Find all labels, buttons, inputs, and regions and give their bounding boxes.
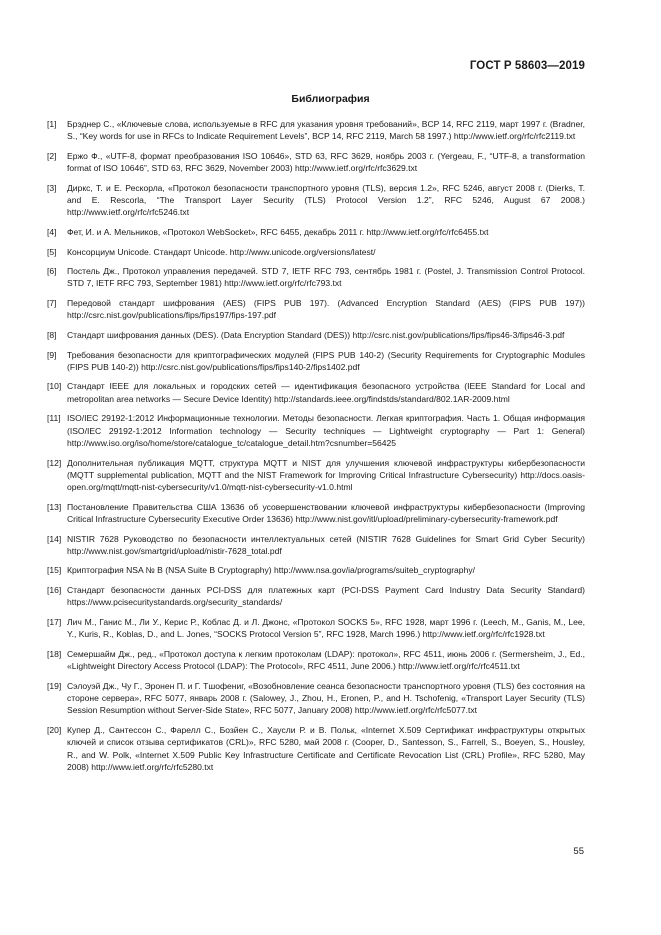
reference-text: Постель Дж., Протокол управления передачей. STD 7, IETF RFC 793, сентябрь 1981 г. (Postel, J. Transmission Control Protocol. STD 7, IETF RFC 793, September 1981) http://www.ietf.org/rfc/rfc793.txt <box>67 266 585 289</box>
reference-number: [7] <box>47 298 57 309</box>
reference-item <box>47 380 585 405</box>
reference-number: [13] <box>47 501 62 512</box>
reference-item <box>47 457 585 494</box>
page-number: 55 <box>573 846 584 857</box>
reference-item <box>47 329 585 341</box>
reference-number: [12] <box>47 457 62 468</box>
reference-number: [1] <box>47 119 57 129</box>
reference-item <box>47 584 585 609</box>
reference-text: Стандарт шифрования данных (DES). (Data Encryption Standard (DES)) http://csrc.nist.gov/publications/fips/fips46-3/fips46-3.pdf <box>67 329 565 340</box>
reference-item <box>47 724 585 773</box>
reference-item <box>47 648 585 673</box>
reference-text: Стандарт безопасности данных PCI-DSS для платежных карт (PCI-DSS Payment Card Industry Data Security Standard) https://www.pcisecuritystandards.org/security_standards/ <box>67 585 585 608</box>
standard-code: ГОСТ Р 58603—2019 <box>469 60 585 72</box>
reference-item <box>47 265 585 290</box>
reference-item <box>47 616 585 641</box>
reference-number: [8] <box>47 329 57 340</box>
reference-number: [17] <box>47 616 62 627</box>
bibliography-list <box>47 118 585 780</box>
reference-number: [5] <box>47 246 57 257</box>
reference-number: [19] <box>47 680 62 691</box>
bibliography-title: Библиография <box>291 93 370 105</box>
reference-number: [14] <box>47 533 62 544</box>
reference-number: [11] <box>47 413 61 424</box>
reference-text: Консорциум Unicode. Стандарт Unicode. http://www.unicode.org/versions/latest/ <box>67 246 376 257</box>
reference-text: Сэлоуэй Дж., Чу Г., Эронен П. и Г. Тшофениг, «Возобновление сеанса безопасности транспортного уровня (TLS) без состояния на стороне сервера», RFC 5077, январь 2008 г. (Salowey, J., Zhou, H., Eronen, P., and H. Tschofenig, «Transport Layer Security (TLS) Session Resumption without Server-Side State», RFC 5077, January 2008) http://www.ietf.org/rfc/rfc5077.txt <box>67 680 585 716</box>
reference-text: ISO/IEC 29192-1:2012 Информационные технологии. Методы безопасности. Легкая криптография. Часть 1. Общая информация (ISO/IEC 29192-1:2012 Information technology — Security techniques — Lightweight cryptography — Part 1: General) http://www.iso.org/iso/home/store/catalogue_tc/catalogue_detail.htm?csnumber=56425 <box>67 413 585 448</box>
reference-item <box>47 680 585 717</box>
reference-item <box>47 246 585 258</box>
reference-number: [20] <box>47 724 62 735</box>
reference-item <box>47 412 585 449</box>
reference-number: [2] <box>47 150 57 161</box>
reference-item <box>47 182 585 219</box>
reference-text: Лич М., Ганис М., Ли У., Керис Р., Коблас Д. и Л. Джонс, «Протокол SOCKS 5», RFC 1928, март 1996 г. (Leech, M., Ganis, M., Lee, Y., Kuris, R., Koblas, D., and L. Jones, “SOCKS Protocol Version 5”, RFC 1928, March 1996.) http://www.ietf.org/rfc/rfc1928.txt <box>67 616 585 640</box>
reference-text: Семершайм Дж., ред., «Протокол доступа к легким протоколам (LDAP): протокол», RFC 4511, июнь 2006 г. (Sermersheim, J., Ed., «Lightweight Directory Access Protocol (LDAP): The Protocol», RFC 4511, June 2006.) http://www.ietf.org/rfc/rfc4511.txt <box>67 648 585 672</box>
reference-item <box>47 118 585 143</box>
reference-text: Брэднер С., «Ключевые слова, используемые в RFC для указания уровня требований», BCP 14, RFC 2119, март 1997 г. (Bradner, S., “Key words for use in RFCs to Indicate Requirement Levels”, BCP 14, RFC 2119, March 58 1997.) http://www.ietf.org/rfc/rfc2119.txt <box>67 119 585 142</box>
reference-item <box>47 226 585 238</box>
reference-text: NISTIR 7628 Руководство по безопасности интеллектуальных сетей (NISTIR 7628 Guidelines for Smart Grid Cyber Security) http://www.nist.gov/smartgrid/upload/nistir-7628_total.pdf <box>67 533 585 556</box>
reference-text: Стандарт IEEE для локальных и городских сетей — идентификация безопасного устройства (IEEE Standard for Local and metropolitan area networks — Secure Device Identity) http://standards.ieee.org/findstds/standard/802.1AR-2009.html <box>67 381 585 404</box>
reference-text: Постановление Правительства США 13636 об усовершенствовании ключевой инфраструктуры кибербезопасности (Improving Critical Infrastructure Cybersecurity Executive Order 13636) http://www.nist.gov/itl/upload/preliminary-cybersecurity-framework.pdf <box>67 501 585 524</box>
reference-item <box>47 349 585 374</box>
reference-number: [16] <box>47 585 62 596</box>
reference-number: [9] <box>47 349 57 360</box>
reference-item <box>47 501 585 526</box>
reference-item <box>47 564 585 576</box>
reference-text: Криптография NSA № B (NSA Suite B Cryptography) http://www.nsa.gov/ia/programs/suiteb_cryptography/ <box>67 565 475 576</box>
reference-text: Диркс, Т. и Е. Рескорла, «Протокол безопасности транспортного уровня (TLS), версия 1.2», RFC 5246, август 2008 г. (Dierks, T. and E. Rescorla, “The Transport Layer Security (TLS) Protocol Version 1.2”, RFC 5246, August 67 2008.) http://www.ietf.org/rfc/rfc5246.txt <box>67 182 585 218</box>
reference-text: Передовой стандарт шифрования (AES) (FIPS PUB 197). (Advanced Encryption Standard (AES) (FIPS PUB 197)) http://csrc.nist.gov/publications/fips/fips197/fips-197.pdf <box>67 298 585 321</box>
reference-text: Требования безопасности для криптографических модулей (FIPS PUB 140-2) (Security Requirements for Cryptographic Modules (FIPS PUB 140-2)) http://csrc.nist.gov/publications/fips/fips140-2/fips1402.pdf <box>67 349 585 372</box>
reference-text: Ержо Ф., «UTF-8, формат преобразования ISO 10646», STD 63, RFC 3629, ноябрь 2003 г. (Yergeau, F., “UTF-8, a transformation format of ISO 10646”, STD 63, RFC 3629, November 2003) http://www.ietf.org/rfc/rfc3629.txt <box>67 150 585 174</box>
reference-number: [10] <box>47 381 62 392</box>
reference-item <box>47 533 585 558</box>
reference-number: [6] <box>47 266 57 277</box>
reference-number: [15] <box>47 565 62 576</box>
reference-text: Купер Д., Сантессон С., Фарелл С., Бозйен С., Хаусли Р. и В. Польк, «Internet X.509 Сертификат инфраструктуры открытых ключей и список отзыва сертификатов (CRL)», RFC 5280, май 2008 г. (Cooper, D., Santesson, S., Farrell, S., Boeyen, S., Housley, R., and W. Polk, «Internet X.509 Public Key Infrastructure Certificate and Certificate Revocation List (CRL) Profile», RFC 5280, May 2008) http://www.ietf.org/rfc/rfc5280.txt <box>67 724 585 772</box>
reference-item <box>47 297 585 322</box>
reference-item <box>47 150 585 175</box>
reference-number: [3] <box>47 182 57 193</box>
reference-text: Фет, И. и А. Мельников, «Протокол WebSocket», RFC 6455, декабрь 2011 г. http://www.ietf.org/rfc/rfc6455.txt <box>67 226 489 237</box>
reference-number: [4] <box>47 226 57 237</box>
reference-text: Дополнительная публикация MQTT, структура MQTT и NIST для улучшения ключевой инфраструктуры кибербезопасности (MQTT supplemental publication, MQTT and the NIST Framework for Improving Critical Infrastructure Cybersecurity) http://docs.oasis-open.org/mqtt/mqtt-nist-cybersecurity/v1.0/mqtt-nist-cybersecurity-v1.0.html <box>67 457 585 493</box>
reference-number: [18] <box>47 648 62 659</box>
